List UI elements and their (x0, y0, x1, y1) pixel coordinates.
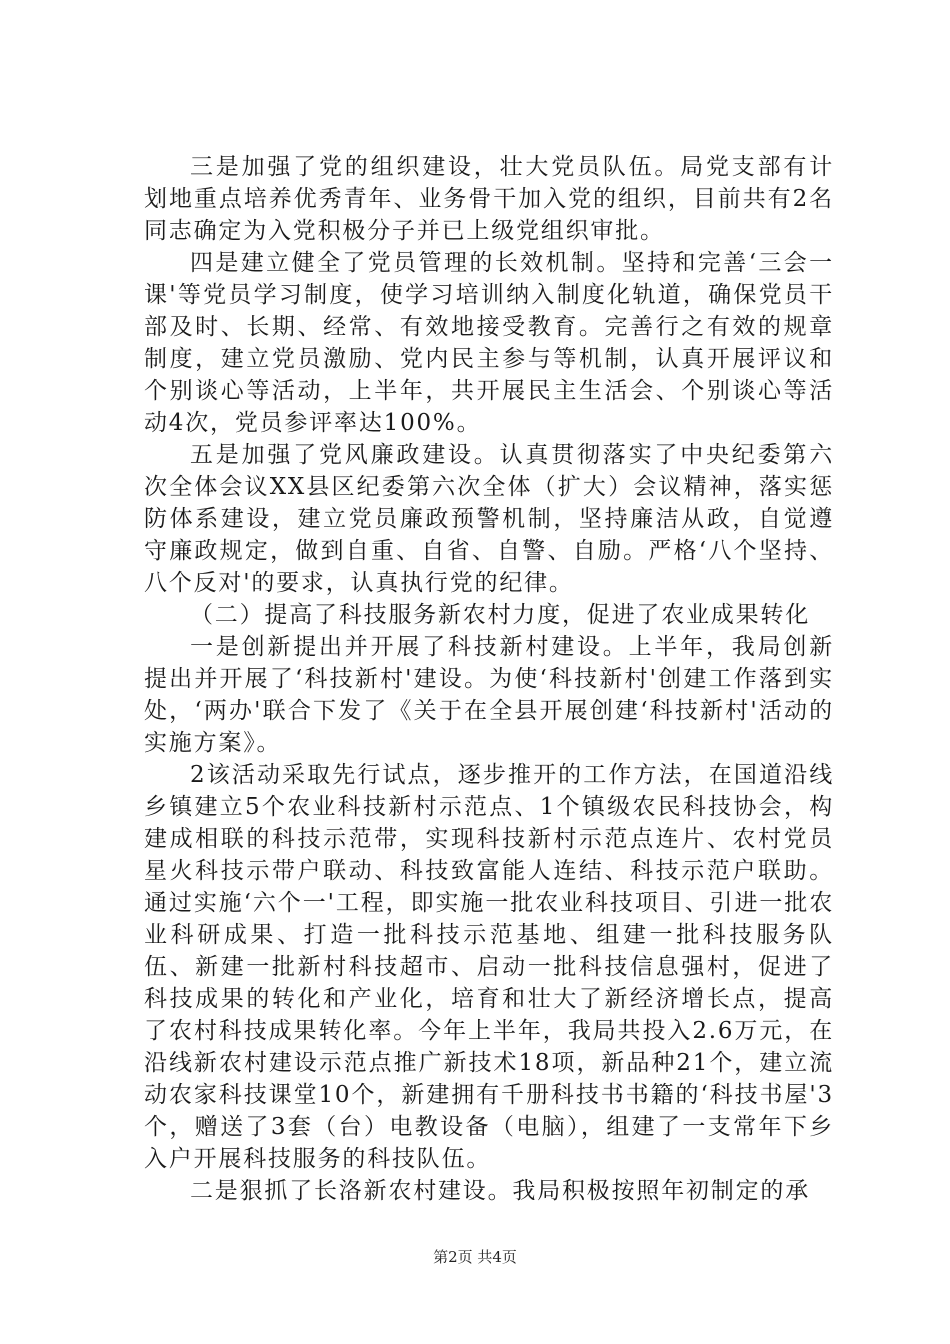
paragraph-changluo: 二是狠抓了长洛新农村建设。我局积极按照年初制定的承 (190, 1178, 810, 1204)
section-heading-tech-service: （二）提高了科技服务新农村力度，促进了农业成果转化 (190, 602, 810, 628)
paragraph-tech-village: 一是创新提出并开展了科技新村建设。上半年，我局创新提出并开展了‘科技新村'建设。为使‘科技新村'创建工作落到实处，‘两办'联合下发了《关于在全县开展创建‘科技新村'活动的实施方案》。 (144, 634, 834, 756)
paragraph-pilot-activity: 2该活动采取先行试点，逐步推开的工作方法，在国道沿线乡镇建立5个农业科技新村示范点、1个镇级农民科技协会，构建成相联的科技示范带，实现科技新村示范点连片、农村党员星火科技示带户联动、科技致富能人连结、科技示范户联助。通过实施‘六个一'工程，即实施一批农业科技项目、引进一批农业科研成果、打造一批科技示范基地、组建一批科技服务队伍、新建一批新村科技超市、启动一批科技信息强村，促进了科技成果的转化和产业化，培育和壮大了新经济增长点，提高了农村科技成果转化率。今年上半年，我局共投入2.6万元，在沿线新农村建设示范点推广新技术18项，新品种21个，建立流动农家科技课堂10个，新建拥有千册科技书书籍的‘科技书屋'3个，赠送了3套（台）电教设备（电脑），组建了一支常年下乡入户开展科技服务的科技队伍。 (144, 762, 834, 1172)
page-number-footer: 第2页 共4页 (433, 1248, 517, 1266)
paragraph-clean-government: 五是加强了党风廉政建设。认真贯彻落实了中央纪委第六次全体会议XX县区纪委第六次全体（扩大）会议精神，落实惩防体系建设，建立党员廉政预警机制，坚持廉洁从政，自觉遵守廉政规定，做到自重、自省、自警、自励。严格‘八个坚持、八个反对'的要求，认真执行党的纪律。 (144, 442, 834, 596)
paragraph-member-management: 四是建立健全了党员管理的长效机制。坚持和完善‘三会一课'等党员学习制度，使学习培训纳入制度化轨道，确保党员干部及时、长期、经常、有效地接受教育。完善行之有效的规章制度，建立党员激励、党内民主参与等机制，认真开展评议和个别谈心等活动，上半年，共开展民主生活会、个别谈心等活动4次，党员参评率达100%。 (144, 250, 834, 436)
document-body (144, 151, 834, 1207)
paragraph-organization: 三是加强了党的组织建设，壮大党员队伍。局党支部有计划地重点培养优秀青年、业务骨干加入党的组织，目前共有2名同志确定为入党积极分子并已上级党组织审批。 (144, 154, 834, 244)
